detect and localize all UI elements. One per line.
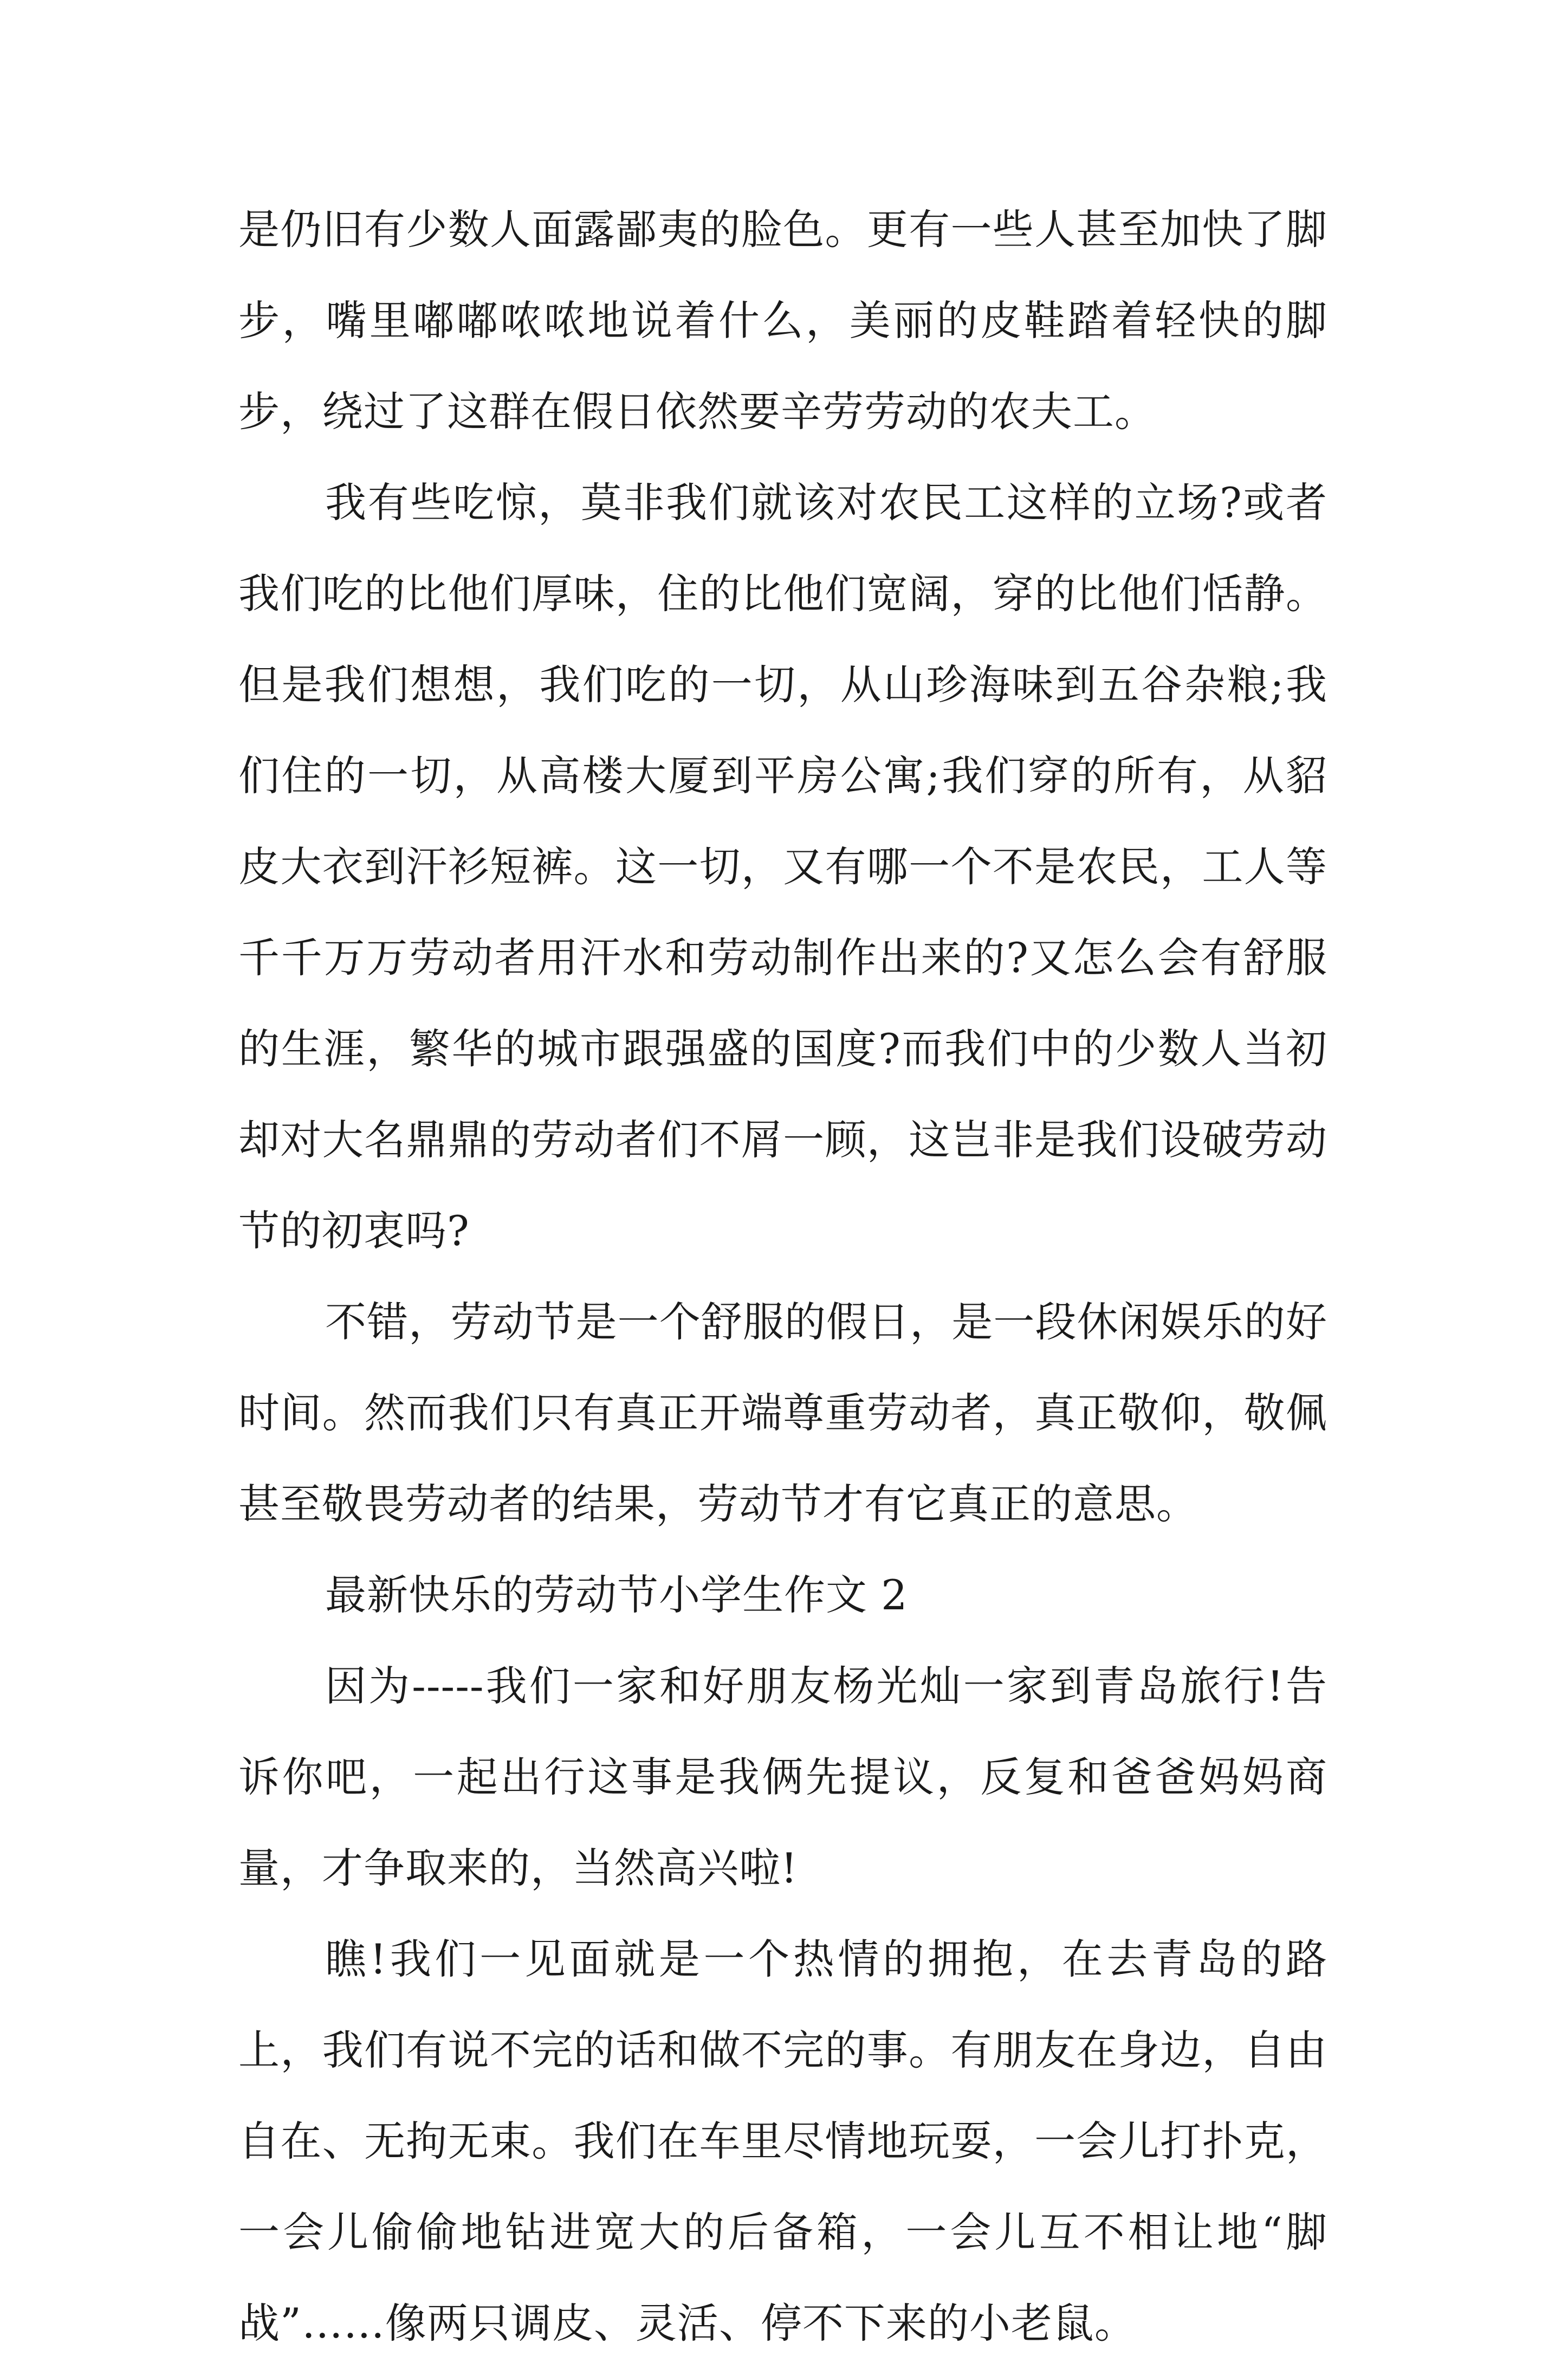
essay-heading: 最新快乐的劳动节小学生作文 2: [325, 1571, 908, 1619]
paragraph-continuation: 是仍旧有少数人面露鄙夷的脸色。更有一些人甚至加快了脚步，嘴里嘟嘟哝哝地说着什么，美丽的皮鞋踏着轻快的脚步，绕过了这群在假日依然要辛劳劳动的农夫工。: [238, 205, 1327, 436]
paragraph-reflection: 我有些吃惊，莫非我们就该对农民工这样的立场?或者我们吃的比他们厚味，住的比他们宽阔，穿的比他们恬静。但是我们想想，我们吃的一切，从山珍海味到五谷杂粮;我们住的一切，从高楼大厦到平房公寓;我们穿的所有，从貂皮大衣到汗衫短裤。这一切，又有哪一个不是农民，工人等千千万万劳动者用汗水和劳动制作出来的?又怎么会有舒服的生涯，繁华的城市跟强盛的国度?而我们中的少数人当初却对大名鼎鼎的劳动者们不屑一顾，这岂非是我们设破劳动节的初衷吗?: [238, 478, 1327, 1255]
paragraph-conclusion: 不错，劳动节是一个舒服的假日，是一段休闲娱乐的好时间。然而我们只有真正开端尊重劳动者，真正敬仰，敬佩甚至敬畏劳动者的结果，劳动节才有它真正的意思。: [238, 1298, 1327, 1528]
paragraph-trip-intro: 因为-----我们一家和好朋友杨光灿一家到青岛旅行!告诉你吧，一起出行这事是我俩先提议，反复和爸爸妈妈商量，才争取来的，当然高兴啦!: [238, 1662, 1327, 1892]
paragraph-trip-journey: 瞧!我们一见面就是一个热情的拥抱，在去青岛的路上，我们有说不完的话和做不完的事。有朋友在身边，自由自在、无拘无束。我们在车里尽情地玩耍，一会儿打扑克，一会儿偷偷地钻进宽大的后备箱，一会儿互不相让地“脚战”……像两只调皮、灵活、停不下来的小老鼠。: [238, 1935, 1327, 2347]
document-body: [238, 184, 1327, 2369]
